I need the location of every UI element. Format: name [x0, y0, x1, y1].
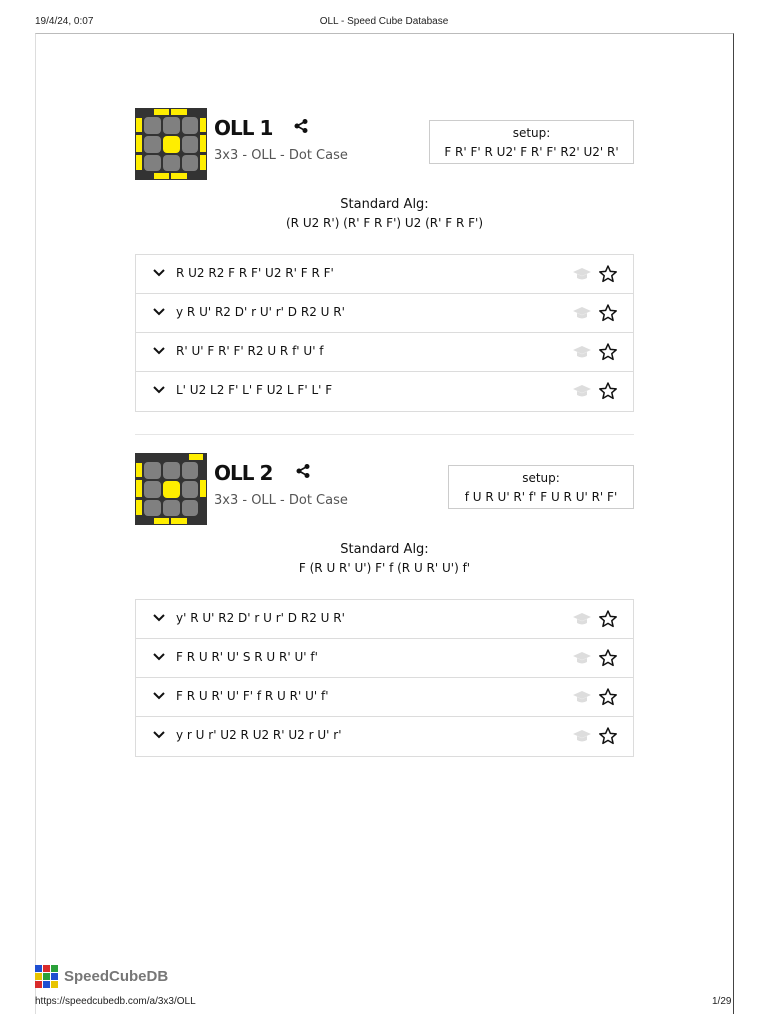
chevron-down-icon[interactable]: [152, 268, 166, 278]
case-oll-2: [135, 453, 634, 756]
case-oll-1: [135, 108, 634, 411]
alg-text: R' U' F R' F' R2 U R f' U' f: [176, 344, 324, 358]
alg-text: R U2 R2 F R F' U2 R' F R F': [176, 266, 334, 280]
case-divider: [135, 434, 634, 435]
chevron-down-icon[interactable]: [152, 385, 166, 395]
chevron-down-icon[interactable]: [152, 307, 166, 317]
print-url: https://speedcubedb.com/a/3x3/OLL: [35, 996, 196, 1007]
graduation-cap-icon[interactable]: [572, 383, 592, 399]
graduation-cap-icon[interactable]: [572, 266, 592, 282]
graduation-cap-icon[interactable]: [572, 728, 592, 744]
setup-alg[interactable]: f U R U' R' f' F U R U' R' F': [464, 490, 618, 504]
case-title: OLL 2: [214, 461, 273, 485]
case-subtitle: 3x3 - OLL - Dot Case: [214, 148, 348, 163]
star-icon[interactable]: [598, 648, 618, 668]
alg-text: y R U' R2 D' r U' r' D R2 U R': [176, 305, 345, 319]
setup-label: setup:: [512, 126, 551, 140]
alg-row[interactable]: [136, 600, 633, 639]
alg-row[interactable]: [136, 255, 633, 294]
setup-box: [429, 120, 634, 164]
share-icon[interactable]: [295, 463, 311, 479]
alg-row[interactable]: [136, 717, 633, 756]
chevron-down-icon[interactable]: [152, 652, 166, 662]
standard-alg: (R U2 R') (R' F R F') U2 (R' F R F'): [285, 216, 483, 230]
alg-text: F R U R' U' F' f R U R' U' f': [176, 689, 329, 703]
logo-text: SpeedCubeDB: [64, 968, 169, 985]
star-icon[interactable]: [598, 726, 618, 746]
alg-text: L' U2 L2 F' L' F U2 L F' L' F: [176, 383, 333, 397]
star-icon[interactable]: [598, 381, 618, 401]
graduation-cap-icon[interactable]: [572, 611, 592, 627]
chevron-down-icon[interactable]: [152, 691, 166, 701]
alg-row[interactable]: [136, 678, 633, 717]
alg-text: F R U R' U' S R U R' U' f': [176, 650, 318, 664]
setup-box: [448, 465, 634, 509]
graduation-cap-icon[interactable]: [572, 305, 592, 321]
star-icon[interactable]: [598, 609, 618, 629]
print-page-number: 1/29: [712, 996, 732, 1007]
star-icon[interactable]: [598, 264, 618, 284]
standard-alg-block: [135, 542, 634, 575]
star-icon[interactable]: [598, 687, 618, 707]
setup-label: setup:: [522, 471, 560, 485]
graduation-cap-icon[interactable]: [572, 689, 592, 705]
alg-row[interactable]: [136, 333, 633, 372]
graduation-cap-icon[interactable]: [572, 650, 592, 666]
alg-text: y r U r' U2 R U2 R' U2 r U' r': [176, 728, 342, 742]
oll-2-cube-diagram: [135, 453, 207, 525]
chevron-down-icon[interactable]: [152, 730, 166, 740]
case-subtitle: 3x3 - OLL - Dot Case: [214, 493, 348, 508]
share-icon[interactable]: [293, 118, 309, 134]
alg-row[interactable]: [136, 294, 633, 333]
chevron-down-icon[interactable]: [152, 613, 166, 623]
case-title: OLL 1: [214, 116, 273, 140]
alg-text: y' R U' R2 D' r U r' D R2 U R': [176, 611, 345, 625]
print-title: OLL - Speed Cube Database: [319, 16, 449, 27]
alg-row[interactable]: [136, 639, 633, 678]
chevron-down-icon[interactable]: [152, 346, 166, 356]
standard-alg-label: Standard Alg:: [340, 197, 429, 212]
setup-alg[interactable]: F R' F' R U2' F R' F' R2' U2' R': [444, 145, 619, 159]
logo-grid-icon: [35, 965, 59, 989]
print-date: 19/4/24, 0:07: [35, 16, 94, 27]
standard-alg: F (R U R' U') F' f (R U R' U') f': [298, 561, 471, 575]
alg-list: [135, 599, 634, 757]
standard-alg-label: Standard Alg:: [340, 542, 429, 557]
star-icon[interactable]: [598, 342, 618, 362]
alg-list: [135, 254, 634, 412]
standard-alg-block: [135, 197, 634, 230]
alg-row[interactable]: [136, 372, 633, 411]
graduation-cap-icon[interactable]: [572, 344, 592, 360]
star-icon[interactable]: [598, 303, 618, 323]
oll-1-cube-diagram: [135, 108, 207, 180]
